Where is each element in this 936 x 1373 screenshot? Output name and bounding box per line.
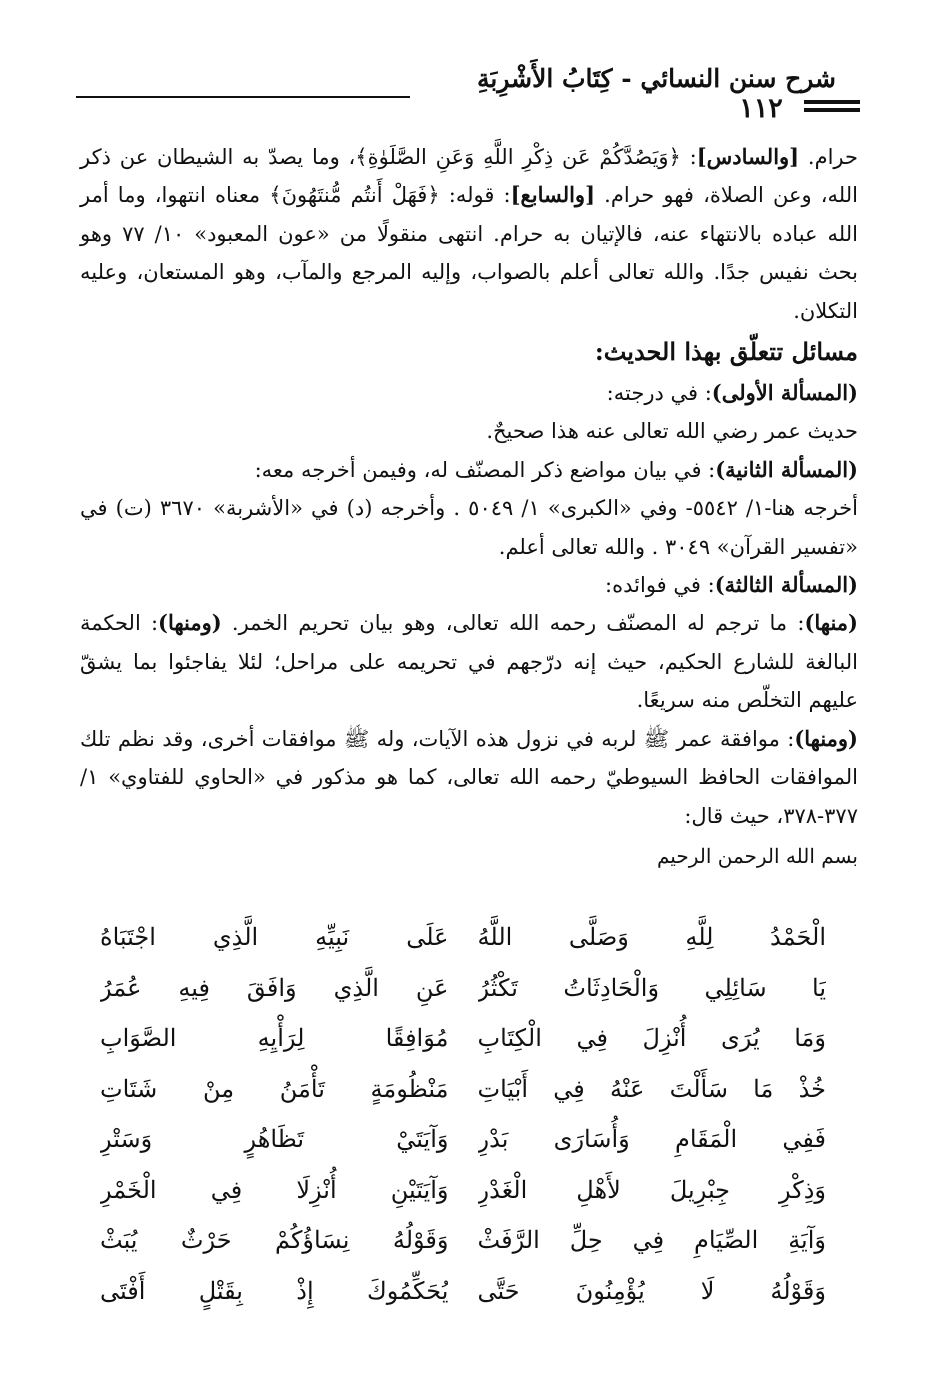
label-seventh: [والسابع] <box>510 182 596 208</box>
issue-2-title <box>80 451 858 489</box>
header-rule-bottom <box>804 108 860 112</box>
issue-title-text: : في فوائده: <box>605 573 715 598</box>
poem-line <box>100 1114 826 1165</box>
issue-title-text: : في درجته: <box>606 381 712 406</box>
hemistich-left: وَقَوْلُهُ نِسَاؤُكُمْ حَرْثٌ يُبَثْ <box>100 1226 449 1254</box>
benefit-text: : ما ترجم له المصنّف رحمه الله تعالى، وهو بيان تحريم الخمر. <box>221 611 805 636</box>
poem <box>100 912 826 1316</box>
benefit-text: : موافقة عمر ﷺ لربه في نزول هذه الآيات، وله ﷺ موافقات أخرى، وقد نظم تلك الموافقات الحافظ السيوطيّ رحمه الله تعالى، كما هو مذكور في «الحاوي للفتاوي» ١/ ٣٧٧-٣٧٨، حيث قال: <box>80 726 858 828</box>
poem-line <box>100 963 826 1014</box>
hemistich-left: مَنْظُومَةٍ تَأْمَنُ مِنْ شَتَاتِ <box>100 1074 449 1103</box>
text-run: : قوله: ﴿فَهَلْ أَنتُم مُّنتَهُونَ﴾ معناه انتهوا، وما أمر الله عباده بالانتهاء عنه، فالإتيان به حرام. انتهى منقولًا من «عون المعبود» ١٠/ ٧٧ وهو بحث نفيس جدًا. والله تعالى أعلم بالصواب، وإليه المرجع والمآب، وهو المستعان، وعليه التكلان. <box>80 183 858 323</box>
issue-label: (المسألة الثانية) <box>715 456 858 482</box>
hemistich-right: الْحَمْدُ لِلَّهِ وَصَلَّى اللَّهُ <box>477 923 826 951</box>
benefit-label: (ومنها) <box>794 725 858 751</box>
benefit-3-paragraph <box>80 720 858 835</box>
benefit-text: : الحكمة البالغة للشارع الحكيم، حيث إنه درّجهم في تحريمه على مراحل؛ لئلا يفاجئوا بما يشقّ عليهم التخلّص منه سريعًا. <box>80 611 858 713</box>
issue-2-text: أخرجه هنا-١/ ٥٥٤٢- وفي «الكبرى» ١/ ٥٠٤٩ . وأخرجه (د) في «الأشربة» ٣٦٧٠ (ت) في «تفسير القرآن» ٣٠٤٩ . والله تعالى أعلم. <box>80 496 858 559</box>
section-heading: مسائل تتعلّق بهذا الحديث: <box>594 337 858 367</box>
issue-1-title <box>80 374 858 412</box>
hemistich-left: عَلَى نَبِيِّهِ الَّذِي اجْتَبَاهُ <box>100 923 449 951</box>
issue-1-text: حديث عمر رضي الله تعالى عنه هذا صحيحٌ. <box>486 419 858 444</box>
benefits-paragraph <box>80 604 858 719</box>
issue-label: (المسألة الأولى) <box>711 380 858 406</box>
hemistich-right: وَقَوْلُهُ لَا يُؤْمِنُونَ حَتَّى <box>477 1276 826 1305</box>
benefit-label: (ومنها) <box>158 610 222 636</box>
hemistich-right: وَذِكْرِ جِبْرِيلَ لأَهْلِ الْغَدْرِ <box>477 1175 826 1204</box>
poem-line <box>100 1215 826 1266</box>
header-rule-top <box>804 100 860 104</box>
hemistich-left: وَآيَتَيْنِ أُنْزِلَا فِي الْخَمْرِ <box>100 1175 449 1204</box>
issue-3-title <box>80 566 858 604</box>
poem-line <box>100 1064 826 1115</box>
poem-line <box>100 912 826 963</box>
main-text <box>80 138 858 875</box>
poem-line <box>100 1266 826 1317</box>
hemistich-right: خُذْ مَا سَأَلْتَ عَنْهُ فِي أَبْيَاتِ <box>477 1074 826 1103</box>
hemistich-left: مُوَافِقًا لِرَأْيِهِ الصَّوَابِ <box>100 1024 449 1052</box>
hemistich-right: فَفِي الْمَقَامِ وَأُسَارَى بَدْرِ <box>477 1125 826 1153</box>
text-run: : ﴿وَيَصُدَّكُمْ عَن ذِكْرِ اللَّهِ وَعَنِ الصَّلَوٰةِ﴾، وما يصدّ به الشيطان عن ذكر الله، وعن الصلاة، فهو حرام. <box>80 145 858 208</box>
hemistich-left: يُحَكِّمُوكَ إِذْ بِقَتْلٍ أَفْتَى <box>100 1276 449 1305</box>
hemistich-right: يَا سَائِلِي وَالْحَادِثَاتُ تَكْثُرُ <box>477 973 826 1002</box>
hemistich-left: عَنِ الَّذِي وَافَقَ فِيهِ عُمَرُ <box>100 973 449 1002</box>
page-number: ١١٢ <box>739 93 783 124</box>
issue-title-text: : في بيان مواضع ذكر المصنّف له، وفيمن أخرجه معه: <box>254 457 716 482</box>
hemistich-right: وَمَا يُرَى أُنْزِلَ فِي الْكِتَابِ <box>477 1024 826 1052</box>
hemistich-right: وَآيَةِ الصِّيَامِ فِي حِلِّ الرَّفَثْ <box>477 1226 826 1254</box>
running-title: شرح سنن النسائي - كِتَابُ الأَشْرِبَةِ <box>476 64 836 93</box>
poem-line <box>100 1013 826 1064</box>
basmala: بسم الله الرحمن الرحيم <box>656 843 858 868</box>
header-underline <box>76 96 410 98</box>
paragraph-opening <box>80 138 858 330</box>
label-sixth: [والسادس] <box>696 144 800 169</box>
issue-label: (المسألة الثالثة) <box>714 572 858 598</box>
hemistich-left: وَآيَتَيْ تَظَاهُرٍ وَسَتْرِ <box>100 1125 449 1153</box>
benefit-label: (منها) <box>804 610 858 636</box>
poem-line <box>100 1165 826 1216</box>
text-run: حرام. <box>799 145 858 169</box>
